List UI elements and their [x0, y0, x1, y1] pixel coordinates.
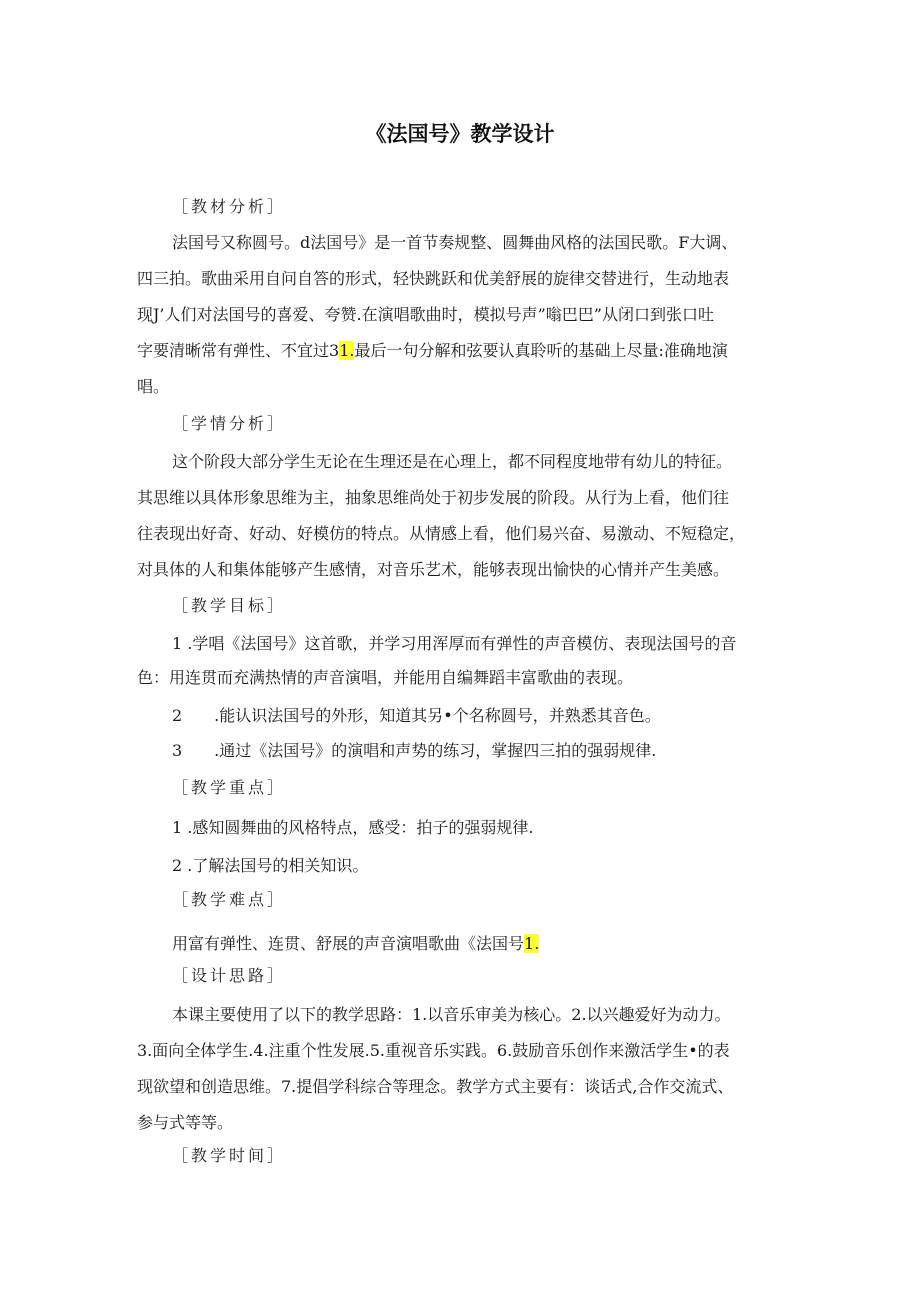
paragraph-line [172, 931, 539, 954]
section-heading-goals: ［教学目标］ [172, 596, 287, 615]
paragraph-line: 1 .学唱《法国号》这首歌，并学习用浑厚而有弹性的声音模仿、表现法国号的音 [172, 634, 737, 653]
paragraph-line [137, 338, 728, 361]
section-heading-design: ［设计思路］ [172, 966, 287, 985]
text-run: 最后一句分解和弦要认真聆听的基础上尽量:准确地演 [354, 341, 728, 360]
text-run: 用富有弹性、连贯、舒展的声音演唱歌曲《法国号 [172, 934, 525, 953]
section-heading-students: ［学情分析］ [172, 414, 287, 433]
paragraph-line: 其思维以具体形象思维为主，抽象思维尚处于初步发展的阶段。从行为上看，他们往 [137, 488, 730, 507]
highlighted-text: 1. [339, 341, 355, 360]
paragraph-line: 唱。 [137, 377, 170, 396]
document-title: 《法国号》教学设计 [365, 122, 555, 146]
section-heading-difficulty: ［教学难点］ [172, 890, 287, 909]
section-heading-time: ［教学时间］ [172, 1146, 287, 1165]
paragraph-line: 2 .能认识法国号的外形，知道其另•个名称圆号，并熟悉其音色。 [172, 706, 661, 725]
paragraph-line: 3 .通过《法国号》的演唱和声势的练习，掌握四三拍的强弱规律. [172, 741, 657, 760]
paragraph-line: 2 .了解法国号的相关知识。 [172, 856, 369, 875]
highlighted-text: 1. [524, 934, 540, 953]
paragraph-line: 参与式等等。 [137, 1113, 234, 1132]
paragraph-line: 这个阶段大部分学生无论在生理还是在心理上，都不同程度地带有幼儿的特征。 [172, 452, 733, 471]
paragraph-line: 现J’人们对法国号的喜爱、夸赞.在演唱歌曲时，模拟号声”嗡巴巴”从闭口到张口吐 [137, 305, 714, 324]
paragraph-line: 色：用连贯而充满热情的声音演唱，并能用自编舞蹈丰富歌曲的表现。 [137, 668, 634, 687]
paragraph-line: 现欲望和创造思维。7.提倡学科综合等理念。教学方式主要有：谈话式,合作交流式、 [137, 1077, 734, 1096]
section-heading-key: ［教学重点］ [172, 778, 287, 797]
section-heading-material: ［教材分析］ [172, 197, 287, 216]
paragraph-line: 1 .感知圆舞曲的风格特点，感受：拍子的强弱规律. [172, 818, 534, 837]
paragraph-line: 法国号又称圆号。d法国号》是一首节奏规整、圆舞曲风格的法国民歌。F大调、 [172, 233, 738, 252]
paragraph-line: 往表现出好奇、好动、好模仿的特点。从情感上看，他们易兴奋、易激动、不短稳定， [137, 524, 746, 543]
paragraph-line: 本课主要使用了以下的教学思路：1.以音乐审美为核心。2.以兴趣爱好为动力。 [172, 1005, 731, 1024]
text-run: 字要清晰常有弹性、不宜过3 [137, 341, 340, 360]
paragraph-line: 3.面向全体学生.4.注重个性发展.5.重视音乐实践。6.鼓励音乐创作来激活学生•的表 [137, 1041, 730, 1060]
paragraph-line: 对具体的人和集体能够产生感情，对音乐艺术，能够表现出愉快的心情并产生美感。 [137, 560, 730, 579]
paragraph-line: 四三拍。歌曲采用自问自答的形式，轻快跳跃和优美舒展的旋律交替进行，生动地表 [137, 269, 730, 288]
